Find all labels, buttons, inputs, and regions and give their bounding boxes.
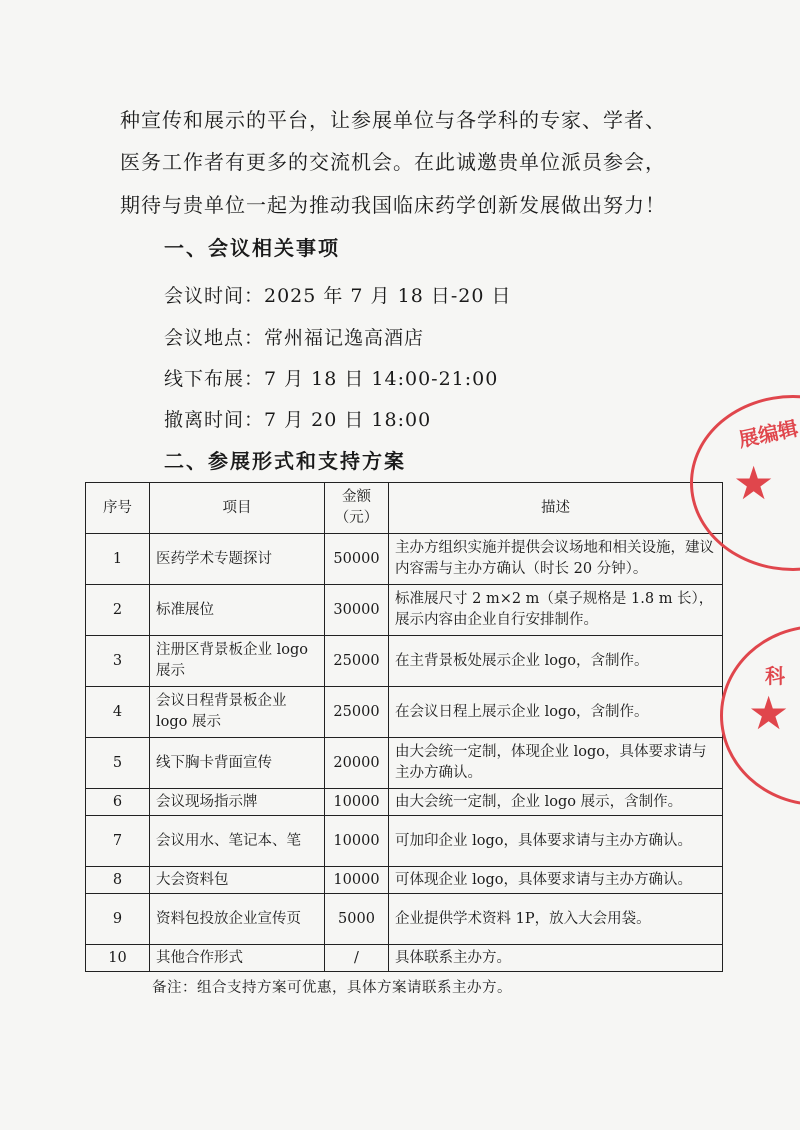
table-row <box>86 789 723 816</box>
row-desc: 在会议日程上展示企业 logo，含制作。 <box>389 687 723 738</box>
table-row <box>86 534 723 585</box>
row-desc: 企业提供学术资料 1P，放入大会用袋。 <box>389 894 723 945</box>
teardown-time: 撤离时间：7 月 20 日 18:00 <box>164 409 432 431</box>
intro-line-3: 期待与贵单位一起为推动我国临床药学创新发展做出努力！ <box>120 193 666 217</box>
meeting-time: 会议时间：2025 年 7 月 18 日-20 日 <box>164 285 512 307</box>
row-no: 9 <box>86 894 150 945</box>
row-item: 会议日程背景板企业 logo 展示 <box>150 687 325 738</box>
header-desc: 描述 <box>389 483 723 534</box>
row-desc: 在主背景板处展示企业 logo，含制作。 <box>389 636 723 687</box>
row-item: 线下胸卡背面宣传 <box>150 738 325 789</box>
row-no: 10 <box>86 945 150 972</box>
row-desc: 由大会统一定制，体现企业 logo，具体要求请与主办方确认。 <box>389 738 723 789</box>
section-heading-meeting: 一、会议相关事项 <box>164 236 340 260</box>
row-item: 其他合作形式 <box>150 945 325 972</box>
row-desc: 具体联系主办方。 <box>389 945 723 972</box>
row-no: 1 <box>86 534 150 585</box>
table-row <box>86 816 723 867</box>
row-desc: 可体现企业 logo，具体要求请与主办方确认。 <box>389 867 723 894</box>
row-no: 7 <box>86 816 150 867</box>
seal-star-icon: ★ <box>748 686 790 740</box>
seal-star-icon: ★ <box>733 456 775 510</box>
row-no: 8 <box>86 867 150 894</box>
row-amount: 10000 <box>325 789 389 816</box>
row-item: 标准展位 <box>150 585 325 636</box>
row-desc: 由大会统一定制，企业 logo 展示，含制作。 <box>389 789 723 816</box>
intro-line-1: 种宣传和展示的平台，让参展单位与各学科的专家、学者、 <box>120 108 666 132</box>
row-amount: 25000 <box>325 687 389 738</box>
row-no: 3 <box>86 636 150 687</box>
row-desc: 标准展尺寸 2 m×2 m（桌子规格是 1.8 m 长），展示内容由企业自行安排制作。 <box>389 585 723 636</box>
row-amount: 30000 <box>325 585 389 636</box>
row-item: 会议现场指示牌 <box>150 789 325 816</box>
table-row <box>86 636 723 687</box>
row-item: 资料包投放企业宣传页 <box>150 894 325 945</box>
header-item: 项目 <box>150 483 325 534</box>
table-header-row <box>86 483 723 534</box>
row-amount: 50000 <box>325 534 389 585</box>
row-desc: 主办方组织实施并提供会议场地和相关设施，建议内容需与主办方确认（时长 20 分钟）。 <box>389 534 723 585</box>
table-row <box>86 894 723 945</box>
row-no: 5 <box>86 738 150 789</box>
row-no: 4 <box>86 687 150 738</box>
row-amount: 10000 <box>325 816 389 867</box>
row-amount: / <box>325 945 389 972</box>
row-desc: 可加印企业 logo，具体要求请与主办方确认。 <box>389 816 723 867</box>
row-amount: 25000 <box>325 636 389 687</box>
seal-text-bottom: 科 <box>765 664 785 688</box>
section-heading-support: 二、参展形式和支持方案 <box>164 449 406 473</box>
table-row <box>86 738 723 789</box>
header-amount-line1: 金额 <box>342 489 371 505</box>
row-no: 2 <box>86 585 150 636</box>
table-row <box>86 687 723 738</box>
row-item: 大会资料包 <box>150 867 325 894</box>
row-amount: 20000 <box>325 738 389 789</box>
seal-text-top: 展编辑 <box>736 415 800 452</box>
row-item: 医药学术专题探讨 <box>150 534 325 585</box>
row-item: 会议用水、笔记本、笔 <box>150 816 325 867</box>
footnote: 备注：组合支持方案可优惠，具体方案请联系主办方。 <box>152 980 512 996</box>
support-plan-table <box>85 482 723 972</box>
row-no: 6 <box>86 789 150 816</box>
header-amount <box>325 483 389 534</box>
setup-time: 线下布展：7 月 18 日 14:00-21:00 <box>164 368 499 390</box>
table-row <box>86 867 723 894</box>
table-row <box>86 585 723 636</box>
row-amount: 10000 <box>325 867 389 894</box>
row-item: 注册区背景板企业 logo 展示 <box>150 636 325 687</box>
intro-line-2: 医务工作者有更多的交流机会。在此诚邀贵单位派员参会， <box>120 150 666 174</box>
table-row <box>86 945 723 972</box>
meeting-location: 会议地点：常州福记逸高酒店 <box>164 327 425 349</box>
header-no: 序号 <box>86 483 150 534</box>
row-amount: 5000 <box>325 894 389 945</box>
header-amount-line2: （元） <box>334 510 379 526</box>
